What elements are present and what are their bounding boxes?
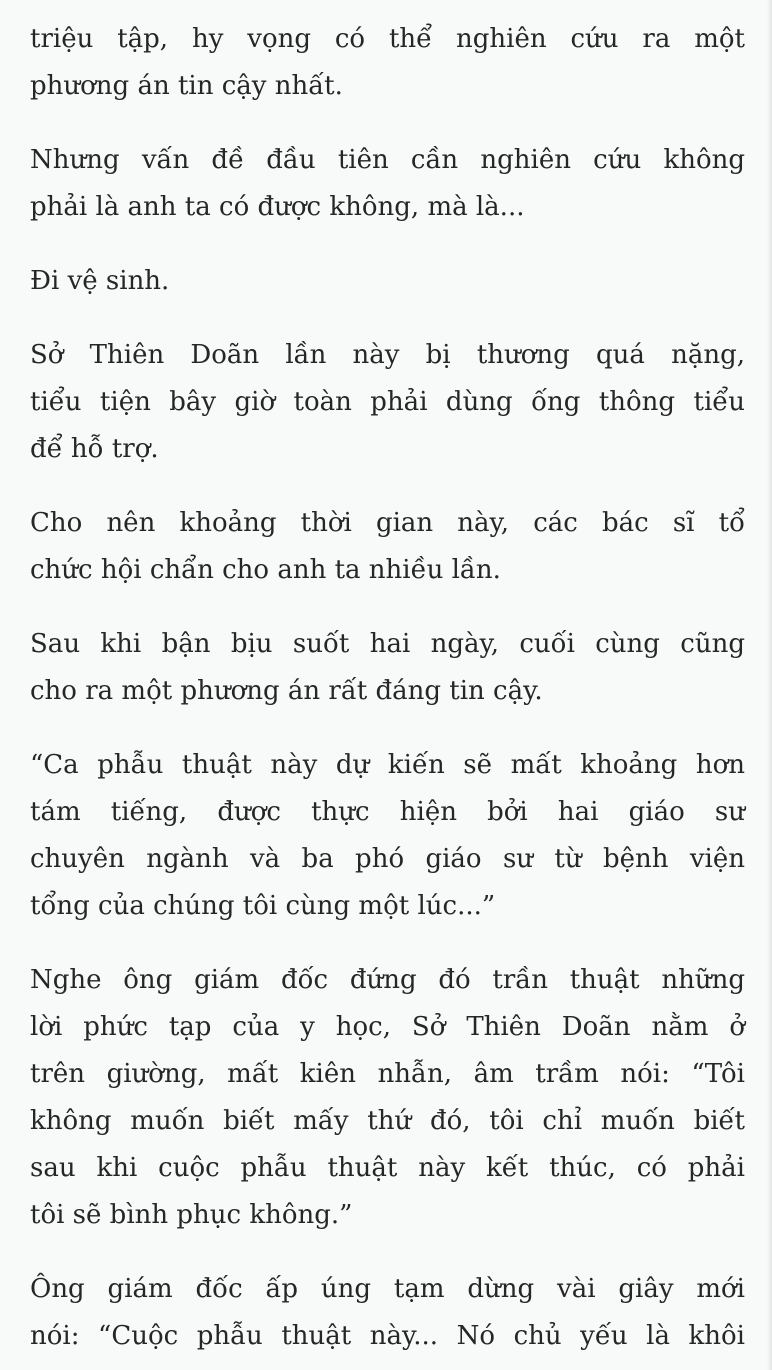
paragraph [30, 621, 745, 715]
paragraph [30, 332, 745, 473]
paragraph [30, 1266, 745, 1360]
text-line: tôi sẽ bình phục không.” [30, 1200, 353, 1230]
paragraph [30, 137, 745, 231]
text-line: chuyên ngành và ba phó giáo sư từ bệnh viện [30, 844, 745, 874]
text-line: phải là anh ta có được không, mà là... [30, 192, 525, 222]
paragraph [30, 957, 745, 1239]
text-line: Cho nên khoảng thời gian này, các bác sĩ tổ [30, 508, 745, 538]
text-line: tám tiếng, được thực hiện bởi hai giáo sư [30, 797, 745, 827]
text-line: tổng của chúng tôi cùng một lúc...” [30, 891, 496, 921]
text-line: “Ca phẫu thuật này dự kiến sẽ mất khoảng hơn [30, 750, 745, 780]
text-line: Nhưng vấn đề đầu tiên cần nghiên cứu không [30, 145, 745, 175]
text-line: không muốn biết mấy thứ đó, tôi chỉ muốn biết [30, 1106, 745, 1136]
text-line: nói: “Cuộc phẫu thuật này... Nó chủ yếu là khôi [30, 1321, 745, 1351]
text-line: phương án tin cậy nhất. [30, 71, 343, 101]
text-line: chức hội chẩn cho anh ta nhiều lần. [30, 555, 501, 585]
paragraph [30, 742, 745, 930]
paragraph [30, 500, 745, 594]
text-line: trên giường, mất kiên nhẫn, âm trầm nói: “Tôi [30, 1059, 745, 1089]
text-line: Sở Thiên Doãn lần này bị thương quá nặng, [30, 340, 745, 370]
paragraph [30, 16, 745, 110]
text-line: Đi vệ sinh. [30, 266, 170, 296]
text-line: triệu tập, hy vọng có thể nghiên cứu ra một [30, 24, 745, 54]
text-line: Nghe ông giám đốc đứng đó trần thuật những [30, 965, 745, 995]
paragraph [30, 258, 745, 305]
text-line: Sau khi bận bịu suốt hai ngày, cuối cùng cũng [30, 629, 745, 659]
text-line: để hỗ trợ. [30, 434, 159, 464]
text-line: cho ra một phương án rất đáng tin cậy. [30, 676, 543, 706]
text-line: tiểu tiện bây giờ toàn phải dùng ống thông tiểu [30, 387, 745, 417]
text-line: sau khi cuộc phẫu thuật này kết thúc, có phải [30, 1153, 745, 1183]
text-line: lời phức tạp của y học, Sở Thiên Doãn nằm ở [30, 1012, 745, 1042]
text-line: Ông giám đốc ấp úng tạm dừng vài giây mới [30, 1274, 745, 1304]
